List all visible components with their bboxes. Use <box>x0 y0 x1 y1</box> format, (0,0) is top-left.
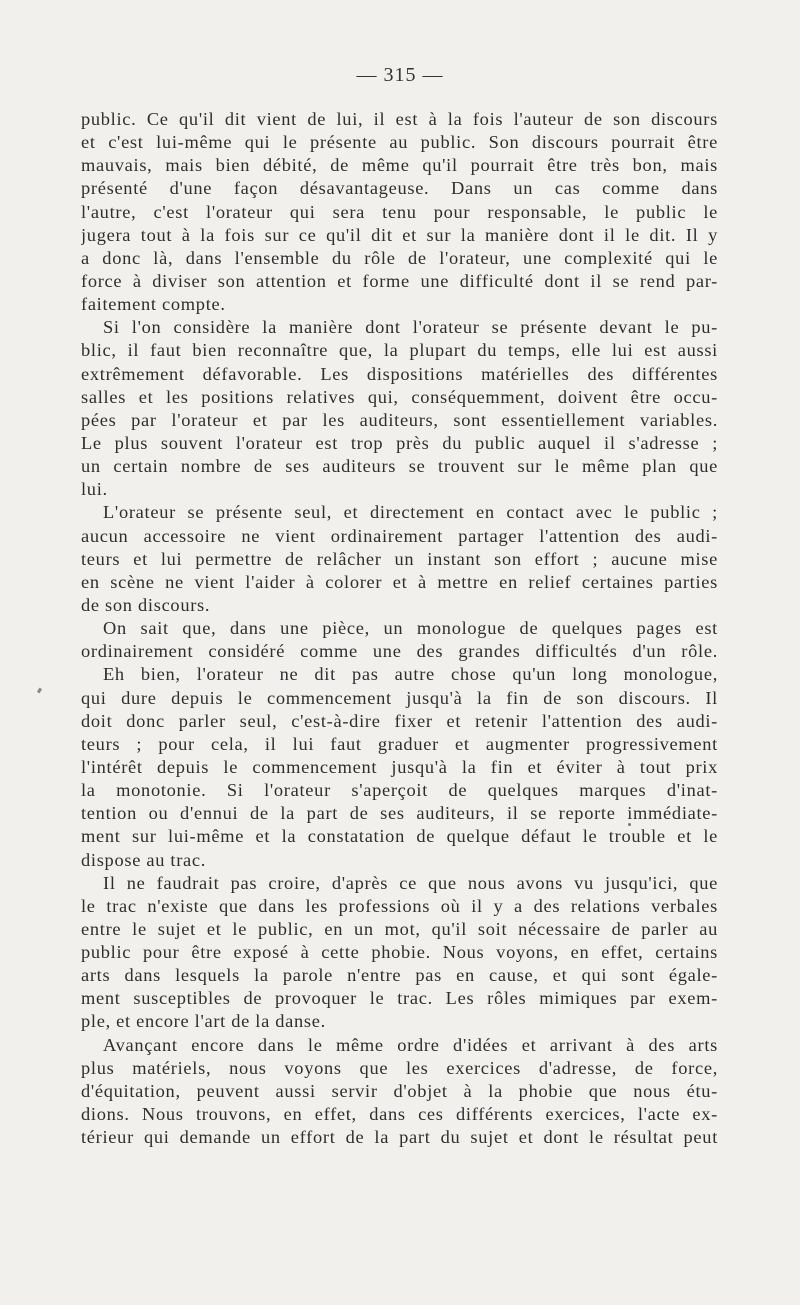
text-line: public. Ce qu'il dit vient de lui, il est à la fois l'auteur de son discours <box>81 109 718 129</box>
text-line: le trac n'existe que dans les professions où il y a des relations verbales <box>81 895 718 916</box>
text-line: doit donc parler seul, c'est-à-dire fixer et retenir l'attention des audi- <box>81 710 718 731</box>
text-line: teurs ; pour cela, il lui faut graduer et augmenter progressivement <box>81 733 718 754</box>
text-line: Le plus souvent l'orateur est trop près du public auquel il s'adresse ; <box>81 432 718 453</box>
text-line: extrêmement défavorable. Les dispositions matérielles des différentes <box>81 363 718 384</box>
text-line: aucun accessoire ne vient ordinairement partager l'attention des audi- <box>81 525 718 546</box>
text-line: ple, et encore l'art de la danse. <box>81 1011 326 1032</box>
text-line: public pour être exposé à cette phobie. Nous voyons, en effet, certains <box>81 942 718 963</box>
text-line: et c'est lui-même qui le présente au public. Son discours pourrait être <box>81 132 718 153</box>
text-line: arts dans lesquels la parole n'entre pas en cause, et qui sont égale- <box>81 965 718 986</box>
text-line: Il ne faudrait pas croire, d'après ce que nous avons vu jusqu'ici, que <box>103 872 718 893</box>
text-line: en scène ne vient l'aider à colorer et à mettre en relief certaines parties <box>81 571 718 592</box>
text-line: mauvais, mais bien débité, de même qu'il pourrait être très bon, mais <box>81 155 718 176</box>
text-line: présenté d'une façon désavantageuse. Dans un cas comme dans <box>81 178 718 199</box>
text-line: Avançant encore dans le même ordre d'idées et arrivant à des arts <box>103 1034 718 1055</box>
text-line: l'autre, c'est l'orateur qui sera tenu pour responsable, le public le <box>81 201 718 222</box>
text-line: ment sur lui-même et la constatation de quelque défaut le trouble et le <box>81 826 718 847</box>
text-line: pées par l'orateur et par les auditeurs, sont essentiellement variables. <box>81 409 718 430</box>
text-line: Si l'on considère la manière dont l'orateur se présente devant le pu- <box>103 317 718 338</box>
text-line: salles et les positions relatives qui, conséquemment, doivent être occu- <box>81 386 718 407</box>
margin-mark <box>37 688 42 694</box>
text-line: lui. <box>81 479 108 500</box>
text-line: d'équitation, peuvent aussi servir d'objet à la phobie que nous étu- <box>81 1080 718 1101</box>
body-text <box>81 108 718 1149</box>
text-line: dions. Nous trouvons, en effet, dans ces différents exercices, l'acte ex- <box>81 1104 718 1125</box>
text-line: teurs et lui permettre de relâcher un instant son effort ; aucune mise <box>81 548 718 569</box>
text-line: dispose au trac. <box>81 849 207 870</box>
text-line: blic, il faut bien reconnaître que, la plupart du temps, elle lui est aussi <box>81 340 718 361</box>
text-line: l'intérêt depuis le commencement jusqu'à la fin et éviter à tout prix <box>81 756 718 777</box>
text-line: tention ou d'ennui de la part de ses auditeurs, il se reporte immédiate- <box>81 803 718 824</box>
text-line: ordinairement considéré comme une des grandes difficultés d'un rôle. <box>81 641 718 662</box>
text-line: térieur qui demande un effort de la part du sujet et dont le résultat peut <box>81 1127 718 1148</box>
text-line: force à diviser son attention et forme une difficulté dont il se rend par- <box>81 270 718 291</box>
print-speck <box>628 823 631 826</box>
text-line: de son discours. <box>81 594 211 615</box>
text-line: L'orateur se présente seul, et directement en contact avec le public ; <box>103 502 718 523</box>
text-line: plus matériels, nous voyons que les exercices d'adresse, de force, <box>81 1057 718 1078</box>
text-line: jugera tout à la fois sur ce qu'il dit et sur la manière dont il le dit. Il y <box>81 224 718 245</box>
text-line: ment susceptibles de provoquer le trac. Les rôles mimiques par exem- <box>81 988 718 1009</box>
text-line: entre le sujet et le public, en un mot, qu'il soit nécessaire de parler au <box>81 918 718 939</box>
text-line: qui dure depuis le commencement jusqu'à la fin de son discours. Il <box>81 687 718 708</box>
page-number: — 315 — <box>356 64 444 86</box>
text-line: un certain nombre de ses auditeurs se trouvent sur le même plan que <box>81 456 718 477</box>
text-line: la monotonie. Si l'orateur s'aperçoit de quelques marques d'inat- <box>81 780 718 801</box>
text-line: Eh bien, l'orateur ne dit pas autre chose qu'un long monologue, <box>103 664 718 685</box>
text-line: On sait que, dans une pièce, un monologue de quelques pages est <box>103 618 718 639</box>
text-line: a donc là, dans l'ensemble du rôle de l'orateur, une complexité qui le <box>81 247 718 268</box>
text-line: faitement compte. <box>81 294 226 315</box>
